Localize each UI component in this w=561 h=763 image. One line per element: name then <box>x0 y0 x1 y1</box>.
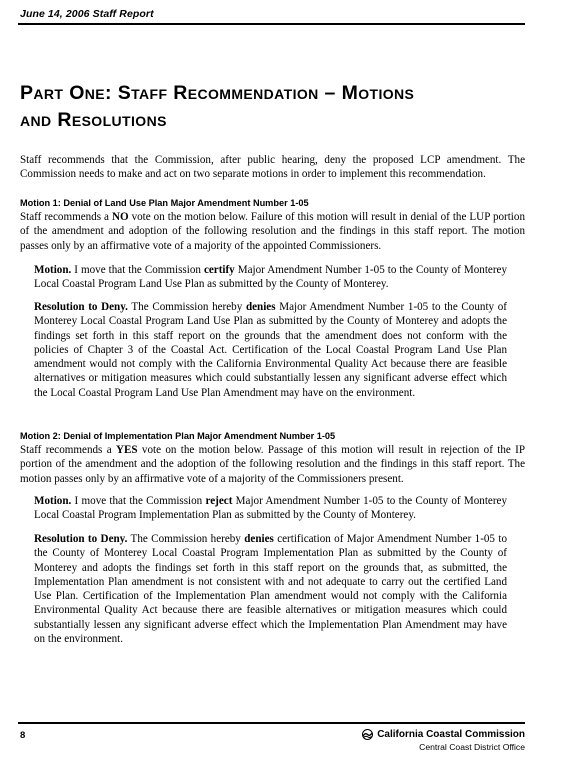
motion-2-motion <box>34 494 507 523</box>
motion-2-motion-verb: reject <box>205 495 233 507</box>
motion-1-rec-post: vote on the motion below. Failure of this motion will result in denial of the LUP portion of the amendment and adoption of the following resolution and the findings in this staff report. The motion passes only by an affirmative vote of a majority of the appointed Commissioners. <box>20 211 525 252</box>
motion-1-rec-pre: Staff recommends a <box>20 211 112 223</box>
motion-2-resolution-pre: The Commission hereby <box>127 533 245 545</box>
motion-1-motion <box>34 263 507 292</box>
intro-paragraph: Staff recommends that the Commission, after public hearing, deny the proposed LCP amendment. The Commission needs to make and act on two separate motions in order to implement this recommendation. <box>20 154 525 181</box>
motion-1-motion-label: Motion. <box>34 264 72 276</box>
motion-2-heading: Motion 2: Denial of Implementation Plan Major Amendment Number 1-05 <box>20 431 336 441</box>
motion-2-motion-post: Major Amendment Number 1-05 to the County of Monterey Local Coastal Program Implementation Plan as submitted by the County of Monterey. <box>34 495 507 522</box>
motion-1-recommendation <box>20 210 525 253</box>
footer-rule <box>18 722 525 724</box>
title-line-2: and Resolutions <box>20 109 167 131</box>
organization-label: California Coastal Commission <box>377 729 525 740</box>
motion-1-resolution <box>34 300 507 400</box>
motion-2-motion-pre: I move that the Commission <box>71 495 206 507</box>
organization-name <box>362 729 525 740</box>
motion-1-motion-post: Major Amendment Number 1-05 to the County of Monterey Local Coastal Program Land Use Plan as submitted by the County of Monterey. <box>34 264 507 291</box>
motion-1-motion-pre: I move that the Commission <box>71 264 204 276</box>
motion-2-motion-label: Motion. <box>34 495 72 507</box>
motion-1-resolution-pre: The Commission hereby <box>127 301 246 313</box>
motion-1-rec-vote: NO <box>111 211 129 223</box>
page-title <box>20 80 525 134</box>
motion-1-motion-verb: certify <box>203 264 235 276</box>
motion-2-rec-pre: Staff recommends a <box>20 444 116 456</box>
motion-2-rec-vote: YES <box>115 444 138 456</box>
motion-1-resolution-post: Major Amendment Number 1-05 to the County of Monterey Local Coastal Program Land Use Plan as submitted by the County of Monterey and adopts the findings set forth in this staff report on the grounds that the amendment does not conform with the policies of Chapter 3 of the Coastal Act. Certification of the Local Coastal Program Land Use Plan amendment would not comply with the California Environmental Quality Act because there are feasible alternatives or mitigation measures which could substantially lessen any significant adverse effect which the Local Coastal Program Land Use Plan Amendment may have on the environment. <box>34 301 507 399</box>
title-line-1: Part One: Staff Recommendation – Motions <box>20 82 415 104</box>
motion-1-resolution-label: Resolution to Deny. <box>34 301 128 313</box>
motion-2-resolution-label: Resolution to Deny. <box>34 533 128 545</box>
running-header: June 14, 2006 Staff Report <box>20 8 154 20</box>
header-rule <box>18 23 525 25</box>
motion-2-resolution-verb: denies <box>244 533 274 545</box>
motion-1-resolution-verb: denies <box>245 301 276 313</box>
wave-logo-icon <box>362 729 373 740</box>
motion-2-rec-post: vote on the motion below. Passage of this motion will result in rejection of the IP portion of the amendment and the adoption of the following resolution and the findings in this staff report. The motion passes only by an affirmative vote of a majority of the Commissioners present. <box>20 444 526 485</box>
motion-2-resolution-post: certification of Major Amendment Number 1-05 to the County of Monterey Local Coastal Program Implementation Plan as submitted by the County of Monterey and adopts the findings set forth in this staff report on the grounds that, as submitted, the Implementation Plan amendment is not consistent with and not adequate to carry out the certified Land Use Plan. Certification of the Implementation Plan amendment would not comply with the California Environmental Quality Act because there are feasible alternatives or mitigation measures which could substantially lessen any significant adverse effect which the Implementation Plan Amendment may have on the environment. <box>34 533 507 646</box>
district-office: Central Coast District Office <box>419 742 525 752</box>
motion-2-recommendation <box>20 443 525 486</box>
motion-2-resolution <box>34 532 507 646</box>
page-number: 8 <box>20 730 26 741</box>
motion-1-heading: Motion 1: Denial of Land Use Plan Major Amendment Number 1-05 <box>20 198 309 208</box>
